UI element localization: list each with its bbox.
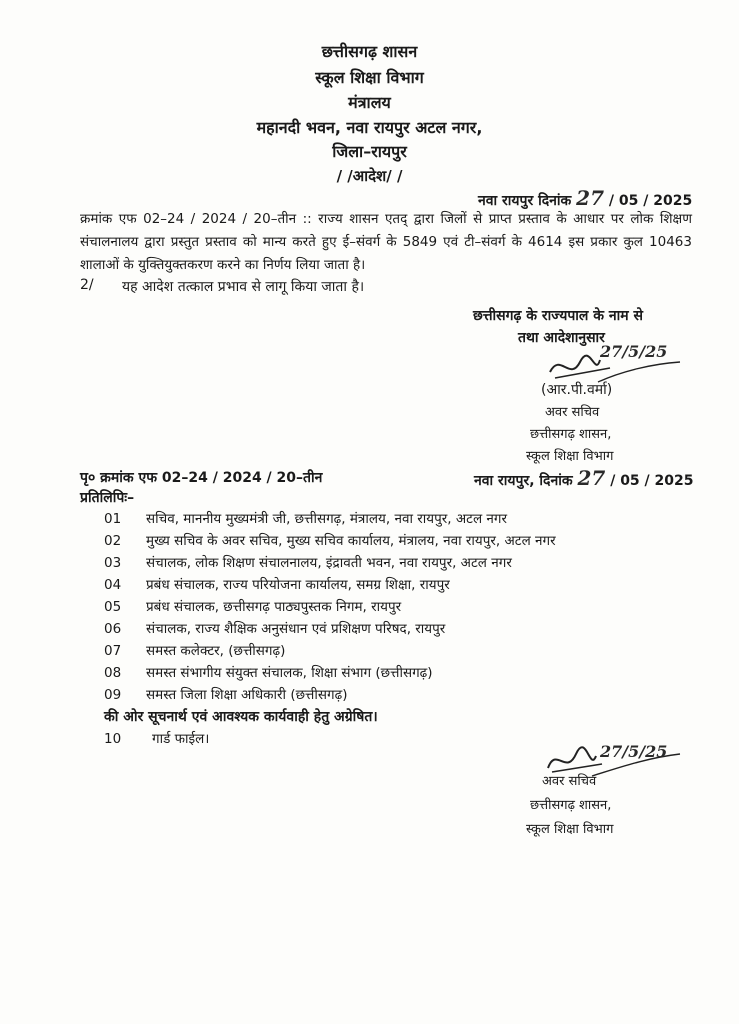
recipient-text: समस्त जिला शिक्षा अधिकारी (छत्तीसगढ़) [146,687,348,703]
signatory-order-text: तथा आदेशानुसार [518,330,605,346]
recipient-number: 09 [104,687,122,703]
order-paragraph-2-number: 2/ [80,277,94,293]
recipient-number: 02 [104,533,122,549]
endorsement-date-day: 27 [577,466,606,490]
header-govt: छत्तीसगढ़ शासन [321,42,418,61]
header-address: महानदी भवन, नवा रायपुर अटल नगर, [256,118,483,137]
endorsement-ref: पृ० क्रमांक एफ 02–24 / 2024 / 20–तीन [80,470,323,486]
signatory-2-govt: छत्तीसगढ़ शासन, [530,798,612,813]
header-district: जिला–रायपुर [332,142,407,161]
order-title: / /आदेश/ / [336,167,403,185]
recipient-text: समस्त संभागीय संयुक्त संचालक, शिक्षा संभाग (छत्तीसगढ़) [146,665,433,681]
order-date-prefix: नवा रायपुर दिनांक [478,193,572,209]
signatory-govt: छत्तीसगढ़ शासन, [530,427,612,442]
recipient-number: 08 [104,665,122,681]
recipient-number: 03 [104,555,122,571]
signature-2-date: 27/5/25 [600,742,668,761]
header-department: स्कूल शिक्षा विभाग [315,68,424,87]
recipient-number: 05 [104,599,122,615]
recipient-text: प्रबंध संचालक, छत्तीसगढ़ पाठ्यपुस्तक निगम, रायपुर [146,599,402,615]
signatory-2-designation: अवर सचिव [542,774,597,789]
header-ministry: मंत्रालय [348,93,391,112]
recipient-text: संचालक, राज्य शैक्षिक अनुसंधान एवं प्रशिक्षण परिषद, रायपुर [146,621,446,637]
recipient-text: प्रबंध संचालक, राज्य परियोजना कार्यालय, समग्र शिक्षा, रायपुर [146,577,450,593]
signatory-name: (आर.पी.वर्मा) [541,382,613,398]
recipient-text: संचालक, लोक शिक्षण संचालनालय, इंद्रावती भवन, नवा रायपुर, अटल नगर [146,555,512,571]
recipient-text: समस्त कलेक्टर, (छत्तीसगढ़) [146,643,286,659]
recipient-text: सचिव, माननीय मुख्यमंत्री जी, छत्तीसगढ़, मंत्रालय, नवा रायपुर, अटल नगर [146,511,508,527]
order-date [478,186,692,210]
guard-file-number: 10 [104,731,122,747]
endorsement-date [474,466,694,490]
signature-1-date: 27/5/25 [600,342,668,361]
recipient-number: 07 [104,643,122,659]
endorsement-date-prefix: नवा रायपुर, दिनांक [474,473,573,489]
signatory-designation: अवर सचिव [545,405,600,420]
copy-label: प्रतिलिपिः– [80,490,135,506]
recipient-number: 04 [104,577,122,593]
signatory-authority: छत्तीसगढ़ के राज्यपाल के नाम से [473,308,643,324]
order-date-day: 27 [576,186,605,210]
recipient-number: 06 [104,621,122,637]
order-paragraph-1: क्रमांक एफ 02–24 / 2024 / 20–तीन :: राज्य शासन एतद् द्वारा जिलों से प्राप्त प्रस्ताव के आधार पर लोक शिक्षण संचालनालय द्वारा प्रस्तुत प्रस्ताव को मान्य करते हुए ई–संवर्ग के 5849 एवं टी–संवर्ग के 4614 इस प्रकार कुल 10463 शालाओं के युक्तियुक्तकरण करने का निर्णय लिया जाता है। [80,211,692,273]
recipient-number: 01 [104,511,122,527]
forward-note: की ओर सूचनार्थ एवं आवश्यक कार्यवाही हेतु अग्रेषित। [104,709,378,725]
endorsement-date-rest: / 05 / 2025 [610,473,694,489]
order-paragraph-2: यह आदेश तत्काल प्रभाव से लागू किया जाता है। [122,279,365,295]
signatory-2-dept: स्कूल शिक्षा विभाग [526,822,614,837]
order-date-rest: / 05 / 2025 [608,193,693,209]
guard-file-text: गार्ड फाईल। [152,731,210,747]
recipient-text: मुख्य सचिव के अवर सचिव, मुख्य सचिव कार्यालय, मंत्रालय, नवा रायपुर, अटल नगर [146,533,556,549]
signatory-dept: स्कूल शिक्षा विभाग [526,449,614,464]
